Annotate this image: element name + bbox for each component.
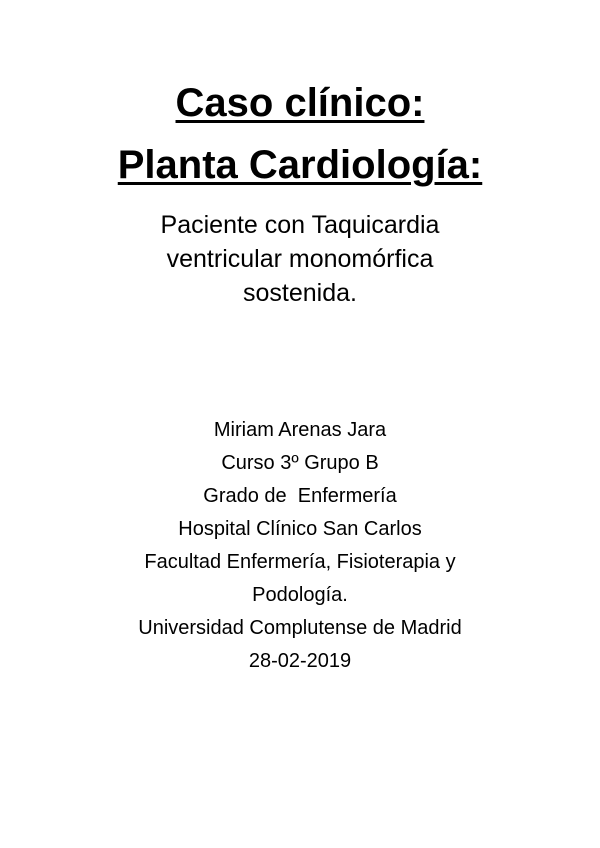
university-info: Universidad Complutense de Madrid xyxy=(138,617,462,639)
author-name: Miriam Arenas Jara xyxy=(213,419,387,441)
author-info-block xyxy=(0,414,600,678)
title-line-1: Caso clínico: xyxy=(175,81,425,125)
subtitle-line-1: Paciente con Taquicardia xyxy=(160,211,440,239)
title-block xyxy=(0,80,600,204)
course-info: Curso 3º Grupo B xyxy=(221,452,379,474)
hospital-info: Hospital Clínico San Carlos xyxy=(178,518,422,540)
title-line-2: Planta Cardiología: xyxy=(117,143,483,187)
degree-info: Grado de Enfermería xyxy=(203,485,397,507)
faculty-line-2: Podología. xyxy=(252,584,348,606)
faculty-line-1: Facultad Enfermería, Fisioterapia y xyxy=(144,551,456,573)
subtitle-block xyxy=(0,208,600,310)
document-date: 28-02-2019 xyxy=(248,650,352,672)
subtitle-line-2: ventricular monomórfica xyxy=(166,245,434,273)
subtitle-line-3: sostenida. xyxy=(243,279,357,307)
